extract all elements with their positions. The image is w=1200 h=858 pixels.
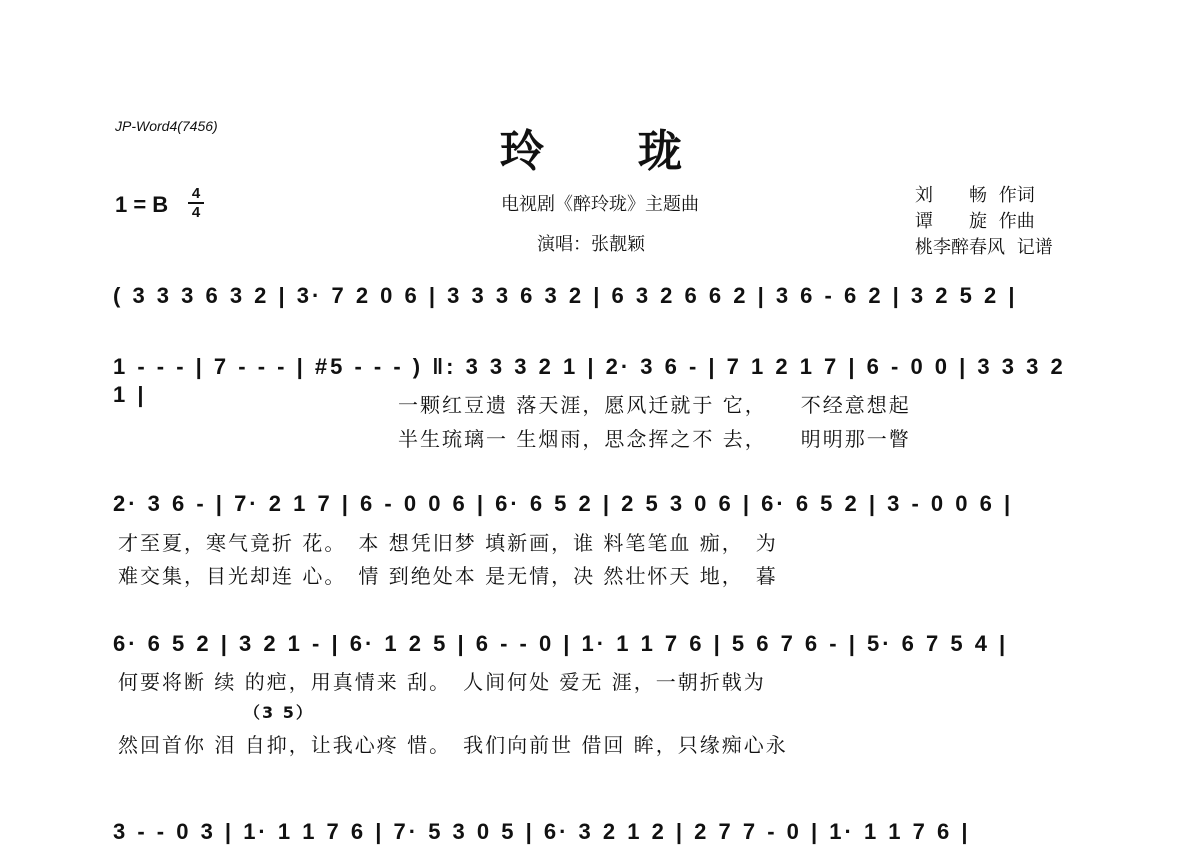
score-row-3 (113, 490, 1093, 530)
notation-line: ( 3 3 3 6 3 2 | 3· 7 2 0 6 | 3 3 3 6 3 2 | 6 3 2 6 6 2 | 3 6 - 6 2 | 3 2 5 2 | (113, 283, 1018, 308)
credit-name: 刘 畅 (915, 185, 987, 206)
credit-composer (915, 207, 1035, 233)
credit-lyricist (915, 181, 1035, 207)
title-char-2: 珑 (638, 126, 684, 177)
notation-line: 3 - - 0 3 | 1· 1 1 7 6 | 7· 5 3 0 5 | 6· 3 2 1 2 | 2 7 7 - 0 | 1· 1 1 7 6 | (113, 819, 971, 844)
credit-role: 作词 (998, 185, 1035, 206)
time-bottom: 4 (191, 204, 201, 221)
notation-line: 6· 6 5 2 | 3 2 1 - | 6· 1 2 5 | 6 - - 0 | 1· 1 1 7 6 | 5 6 7 6 - | 5· 6 7 5 4 | (113, 631, 1009, 656)
singer: 演唱：张靓颖 (537, 234, 645, 255)
lyrics-verse-1: 一颗红豆遗 落天涯，愿风迁就于 它， 不经意想起 (398, 393, 911, 417)
page-title (500, 115, 684, 179)
credit-transcriber (915, 233, 1053, 259)
credit-role: 作曲 (998, 211, 1035, 232)
variant-notes: （3 5） (244, 703, 314, 722)
time-top: 4 (191, 185, 201, 202)
lyrics-verse-1: 才至夏，寒气竟折 花。 本 想凭旧梦 填新画，谁 料笔笔血 痂， 为 (118, 531, 778, 555)
lyrics-verse-2: 然回首你 泪 自抑，让我心疼 惜。 我们向前世 借回 眸，只缘痴心永 (118, 733, 788, 757)
score-row-5 (113, 818, 1093, 858)
credit-name: 桃李醉春风 (915, 237, 1005, 258)
credit-name: 谭 旋 (915, 211, 987, 232)
lyrics-verse-2: 半生琉璃一 生烟雨，思念挥之不 去， 明明那一瞥 (398, 427, 911, 451)
title-char-1: 玲 (500, 126, 546, 177)
score-row-1 (113, 282, 1093, 322)
credit-role: 记谱 (1016, 237, 1053, 258)
lyrics-verse-1: 何要将断 续 的疤，用真情来 刮。 人间何处 爱无 涯，一朝折戟为 (118, 670, 766, 694)
source-label: JP-Word4(7456) (115, 118, 218, 134)
subtitle: 电视剧《醉玲珑》主题曲 (501, 194, 699, 215)
lyrics-verse-2: 难交集，目光却连 心。 情 到绝处本 是无情，决 然壮怀天 地， 暮 (118, 564, 778, 588)
key-signature: 1 = B (115, 192, 169, 217)
notation-line: 1 - - - | 7 - - - | #5 - - - ) ‖: 3 3 3 2 1 | 2· 3 6 - | 7 1 2 1 7 | 6 - 0 0 | 3 3 3 2 1 | (113, 354, 1066, 407)
score-row-4 (113, 630, 1093, 670)
notation-line: 2· 3 6 - | 7· 2 1 7 | 6 - 0 0 6 | 6· 6 5 2 | 2 5 3 0 6 | 6· 6 5 2 | 3 - 0 0 6 | (113, 491, 1014, 516)
